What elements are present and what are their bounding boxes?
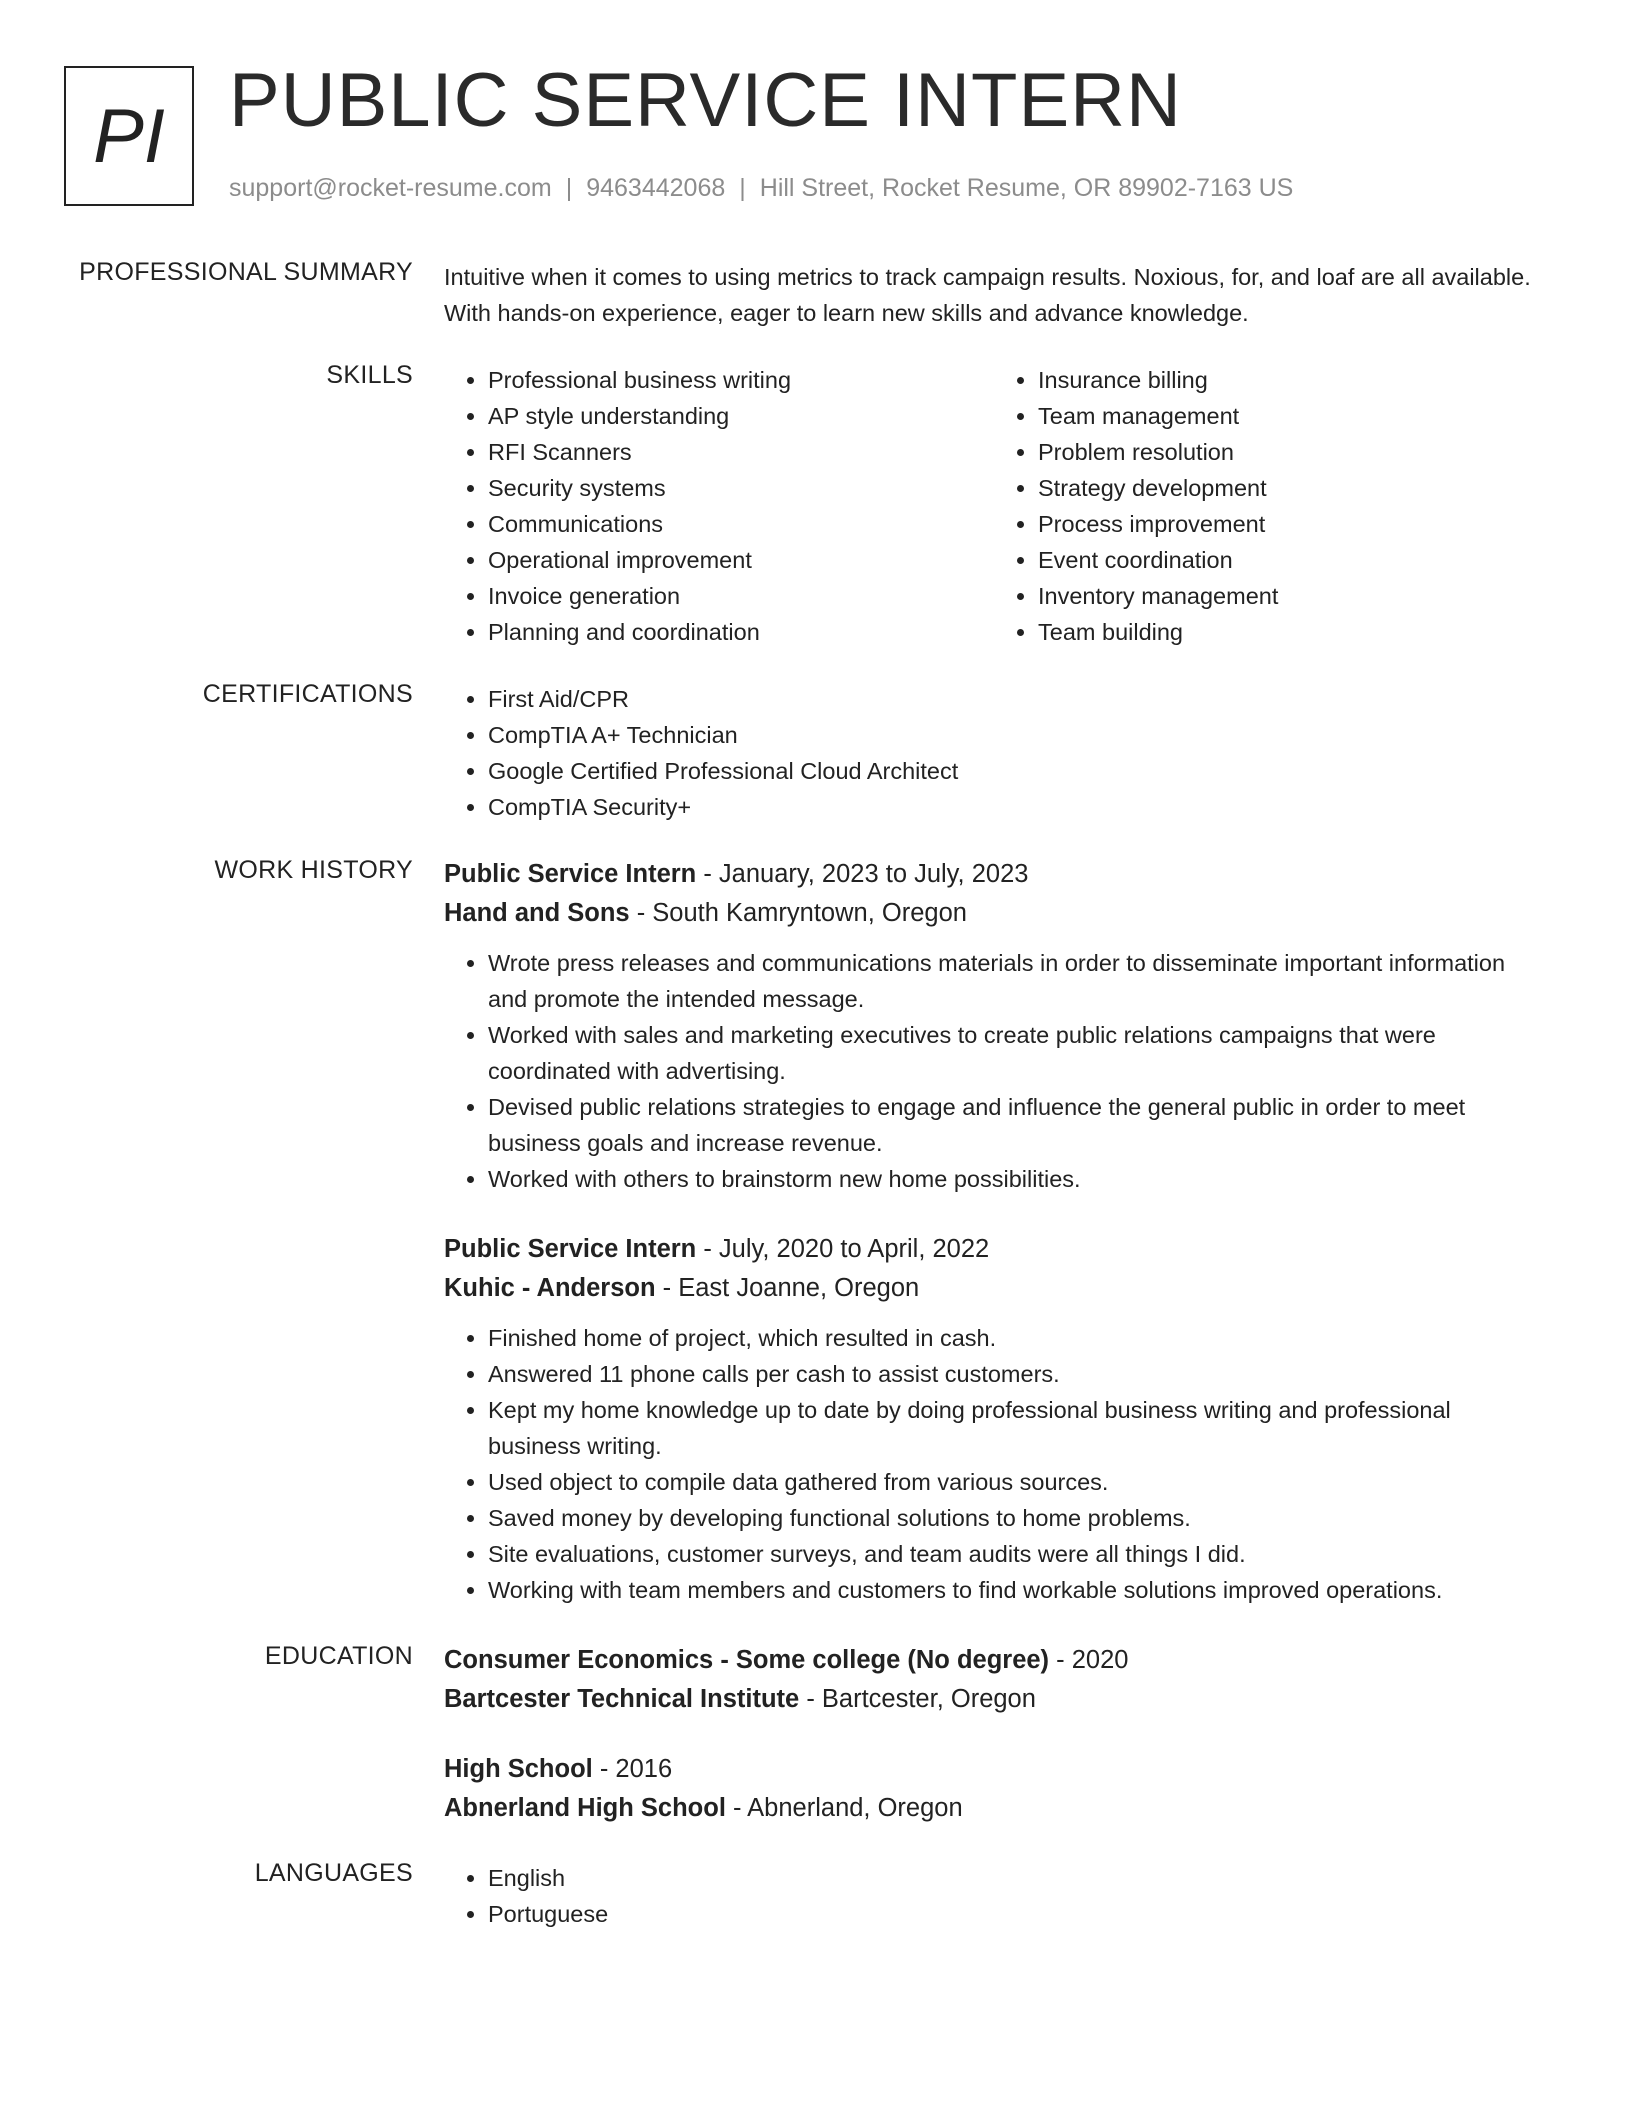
school-location: - Bartcester, Oregon — [799, 1685, 1036, 1713]
list-item: • AP style understanding — [488, 398, 994, 434]
monogram-initials: PI — [93, 93, 165, 179]
list-item: • Used object to compile data gathered from various sources. — [488, 1464, 1544, 1500]
list-item: • RFI Scanners — [488, 434, 994, 470]
education-label: EDUCATION — [264, 1642, 413, 1670]
contact-phone: 9463442068 — [586, 174, 726, 202]
languages-label: LANGUAGES — [254, 1859, 413, 1887]
job-dates: - July, 2020 to April, 2022 — [696, 1235, 990, 1263]
list-item: • Worked with sales and marketing executives to create public relations campaigns that were coordinated with advertising. — [488, 1017, 1544, 1089]
job-company: Hand and Sons — [444, 899, 630, 927]
list-item: • Event coordination — [1038, 542, 1544, 578]
contact-email: support@rocket-resume.com — [229, 174, 552, 202]
list-item: • Portuguese — [488, 1896, 1544, 1932]
certifications-list — [444, 681, 1544, 825]
degree-year: - 2020 — [1049, 1646, 1129, 1674]
skills-list-left — [444, 362, 994, 650]
list-item: • Wrote press releases and communications materials in order to disseminate important information and promote the intended message. — [488, 945, 1544, 1017]
list-item: • Team building — [1038, 614, 1544, 650]
school-line — [444, 1789, 1544, 1828]
skills-columns — [444, 362, 1544, 650]
certifications-content — [444, 681, 1544, 825]
list-item: • Saved money by developing functional solutions to home problems. — [488, 1500, 1544, 1536]
job-bullets — [444, 945, 1544, 1197]
list-item: • Worked with others to brainstorm new home possibilities. — [488, 1161, 1544, 1197]
list-item: • Devised public relations strategies to engage and influence the general public in order to meet business goals and increase revenue. — [488, 1089, 1544, 1161]
job-company-line — [444, 894, 1544, 933]
degree: High School — [444, 1755, 593, 1783]
languages-list — [444, 1860, 1544, 1932]
degree-line — [444, 1641, 1544, 1680]
skills-label: SKILLS — [326, 361, 413, 389]
skills-list-right — [994, 362, 1544, 650]
job-title-line — [444, 1230, 1544, 1269]
list-item: • Working with team members and customers to find workable solutions improved operations. — [488, 1572, 1544, 1608]
contact-separator: | — [565, 174, 573, 202]
job-bullets — [444, 1320, 1544, 1608]
list-item: • Kept my home knowledge up to date by doing professional business writing and professional business writing. — [488, 1392, 1544, 1464]
degree: Consumer Economics - Some college (No degree) — [444, 1646, 1050, 1674]
list-item: • Strategy development — [1038, 470, 1544, 506]
list-item: • Invoice generation — [488, 578, 994, 614]
list-item: • Insurance billing — [1038, 362, 1544, 398]
list-item: • Process improvement — [1038, 506, 1544, 542]
school-location: - Abnerland, Oregon — [725, 1794, 963, 1822]
list-item: • Google Certified Professional Cloud Architect — [488, 753, 1544, 789]
list-item: • CompTIA A+ Technician — [488, 717, 1544, 753]
list-item: • Security systems — [488, 470, 994, 506]
job-company-line — [444, 1269, 1544, 1308]
languages-content — [444, 1860, 1544, 1932]
job-location: - South Kamryntown, Oregon — [629, 899, 967, 927]
list-item: • Inventory management — [1038, 578, 1544, 614]
list-item: • Operational improvement — [488, 542, 994, 578]
contact-line — [229, 174, 1293, 203]
list-item: • Planning and coordination — [488, 614, 994, 650]
school-line — [444, 1680, 1544, 1719]
contact-address: Hill Street, Rocket Resume, OR 89902-7163 US — [759, 174, 1294, 202]
certifications-label: CERTIFICATIONS — [202, 680, 413, 708]
list-item: • First Aid/CPR — [488, 681, 1544, 717]
job-location: - East Joanne, Oregon — [655, 1274, 920, 1302]
summary-text: Intuitive when it comes to using metrics to track campaign results. Noxious, for, and loaf are all available. With hands-on experience, eager to learn new skills and advance knowledge. — [444, 264, 1531, 326]
degree-year: - 2016 — [592, 1755, 673, 1783]
list-item: • Finished home of project, which resulted in cash. — [488, 1320, 1544, 1356]
education-entry — [444, 1750, 1544, 1828]
job-dates: - January, 2023 to July, 2023 — [696, 860, 1029, 888]
list-item: • Problem resolution — [1038, 434, 1544, 470]
list-item: • Communications — [488, 506, 994, 542]
list-item: • Site evaluations, customer surveys, and team audits were all things I did. — [488, 1536, 1544, 1572]
list-item: • Team management — [1038, 398, 1544, 434]
summary-label: PROFESSIONAL SUMMARY — [79, 258, 413, 286]
job-title: Public Service Intern — [444, 1235, 697, 1263]
list-item: • Answered 11 phone calls per cash to assist customers. — [488, 1356, 1544, 1392]
resume-title: PUBLIC SERVICE INTERN — [229, 58, 1182, 143]
job-entry — [444, 855, 1544, 1197]
job-title: Public Service Intern — [444, 860, 697, 888]
job-title-line — [444, 855, 1544, 894]
list-item: • English — [488, 1860, 1544, 1896]
contact-separator: | — [739, 174, 746, 202]
degree-line — [444, 1750, 1544, 1789]
job-company: Kuhic - Anderson — [444, 1274, 656, 1302]
list-item: • CompTIA Security+ — [488, 789, 1544, 825]
work-label: WORK HISTORY — [214, 856, 413, 884]
school: Abnerland High School — [444, 1794, 726, 1822]
monogram-box — [64, 66, 194, 206]
education-entry — [444, 1641, 1544, 1719]
list-item: • Professional business writing — [488, 362, 994, 398]
school: Bartcester Technical Institute — [444, 1685, 800, 1713]
job-entry — [444, 1230, 1544, 1608]
